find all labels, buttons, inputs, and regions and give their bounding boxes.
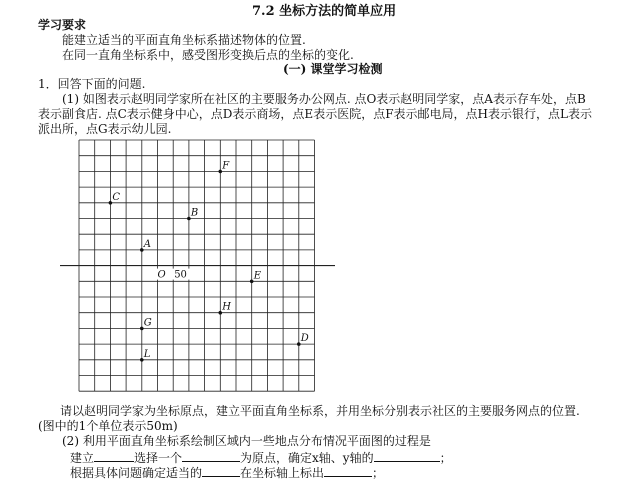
axis-layer [60, 266, 335, 281]
requirement-2: 在同一直角坐标系中，感受图形变换后点的坐标的变化. [62, 48, 354, 62]
page-title: 7.2 坐标方法的简单应用 [252, 4, 397, 19]
requirements-heading: 学习要求 [38, 18, 87, 32]
unit-tick-label: 50 [174, 269, 187, 281]
fill-1c: 为原点，确定x轴、y轴的 [240, 451, 374, 465]
blank-5[interactable] [324, 464, 372, 477]
question-1-part1-line2: 表示副食店. 点C表示健身中心，点D表示商场，点E表示医院，点F表示邮电局，点H表示银行，点L表示 [38, 107, 592, 121]
blank-3[interactable] [374, 449, 440, 462]
origin-label: O [157, 269, 166, 281]
fill-2c: ； [372, 466, 385, 480]
blank-4[interactable] [202, 464, 240, 477]
unit-note: (图中的1个单位表示50m) [38, 419, 178, 433]
point-label-A: A [143, 238, 152, 250]
point-label-L: L [143, 348, 151, 360]
blank-2[interactable] [182, 449, 240, 462]
question-1-title: 1．回答下面的问题. [38, 77, 146, 91]
point-label-H: H [222, 301, 232, 313]
question-1-instruction: 请以赵明同学家为坐标原点，建立平面直角坐标系，并用坐标分别表示社区的主要服务网点的位置. [60, 404, 580, 418]
question-1-part1-line3: 派出所，点G表示幼儿园. [38, 122, 172, 136]
point-label-D: D [300, 333, 309, 345]
point-label-B: B [190, 207, 199, 219]
fill-2b: 在坐标轴上标出 [240, 466, 325, 480]
point-label-C: C [112, 191, 121, 203]
point-label-F: F [222, 160, 230, 172]
question-1-part1-line1: (1) 如图表示赵明同学家所在社区的主要服务办公网点. 点O表示赵明同学家，点A表示存车处，点B [62, 92, 586, 106]
blank-1[interactable] [94, 449, 134, 462]
fill-1d: ； [439, 451, 452, 465]
fill-1a: 建立 [70, 451, 95, 465]
question-1-part2: (2) 利用平面直角坐标系绘制区域内一些地点分布情况平面图的过程是 [62, 434, 431, 448]
requirement-1: 能建立适当的平面直角坐标系描述物体的位置. [62, 33, 306, 47]
points-layer [109, 160, 309, 361]
fill-1b: 选择一个 [134, 451, 183, 465]
point-label-G: G [143, 317, 152, 329]
fill-line-2 [70, 464, 384, 481]
fill-2a: 根据具体问题确定适当的 [70, 466, 203, 480]
point-label-E: E [253, 270, 262, 282]
section-heading: (一) 课堂学习检测 [283, 62, 383, 76]
